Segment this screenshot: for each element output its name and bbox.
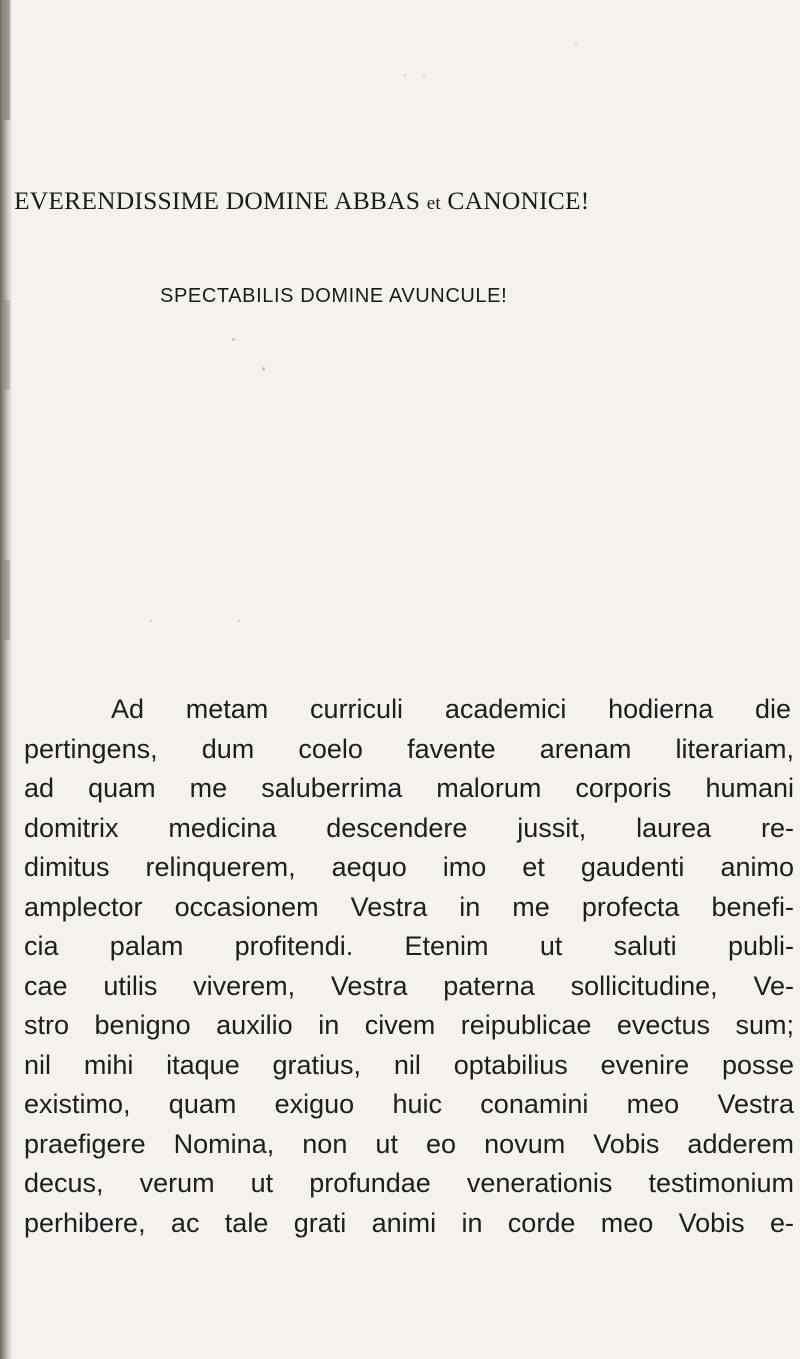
paragraph-line: nil mihi itaque gratius, nil optabilius evenire posse [24,1049,794,1080]
binding-edge [0,0,12,1359]
paragraph-line: existimo, quam exiguo huic conamini meo Vestra [24,1089,794,1119]
salutation-et: et [426,193,441,214]
salutation-heading [14,186,589,216]
paragraph-line: stro benigno auxilio in civem reipublicae evectus sum; [24,1010,794,1040]
paper-speck [262,367,265,371]
paragraph-line: ad quam me saluberrima malorum corporis humani [24,773,794,803]
paragraph-line: Ad metam curriculi academici hodierna die [111,694,791,724]
paper-speck [423,76,425,78]
binding-shadow [4,0,10,120]
paper-speck [238,620,240,622]
paper-speck [150,620,152,622]
binding-shadow [4,300,10,390]
binding-shadow [4,560,10,640]
secondary-salutation: SPECTABILIS DOMINE AVUNCULE! [160,285,508,307]
paper-speck [404,74,406,76]
paper-speck [575,44,577,46]
paragraph-line: cia palam profitendi. Etenim ut saluti publi- [24,931,794,961]
paragraph-line: domitrix medicina descendere jussit, laurea re- [24,812,794,843]
paragraph-line: perhibere, ac tale grati animi in corde meo Vobis e- [24,1207,794,1238]
paragraph-line: dimitus relinquerem, aequo imo et gaudenti animo [24,852,794,882]
paper-speck [232,338,235,341]
paragraph-line: cae utilis viverem, Vestra paterna sollicitudine, Ve- [24,970,794,1001]
paragraph-line: praefigere Nomina, non ut eo novum Vobis adderem [24,1128,794,1159]
salutation-main: EVERENDISSIME DOMINE ABBAS [14,186,421,215]
dedication-paragraph [24,690,794,1243]
salutation-end: CANONICE! [447,186,590,215]
paragraph-line: pertingens, dum coelo favente arenam literariam, [24,733,794,764]
paragraph-line: decus, verum ut profundae venerationis testimonium [24,1168,794,1198]
paragraph-line: amplector occasionem Vestra in me profecta benefi- [24,891,794,922]
